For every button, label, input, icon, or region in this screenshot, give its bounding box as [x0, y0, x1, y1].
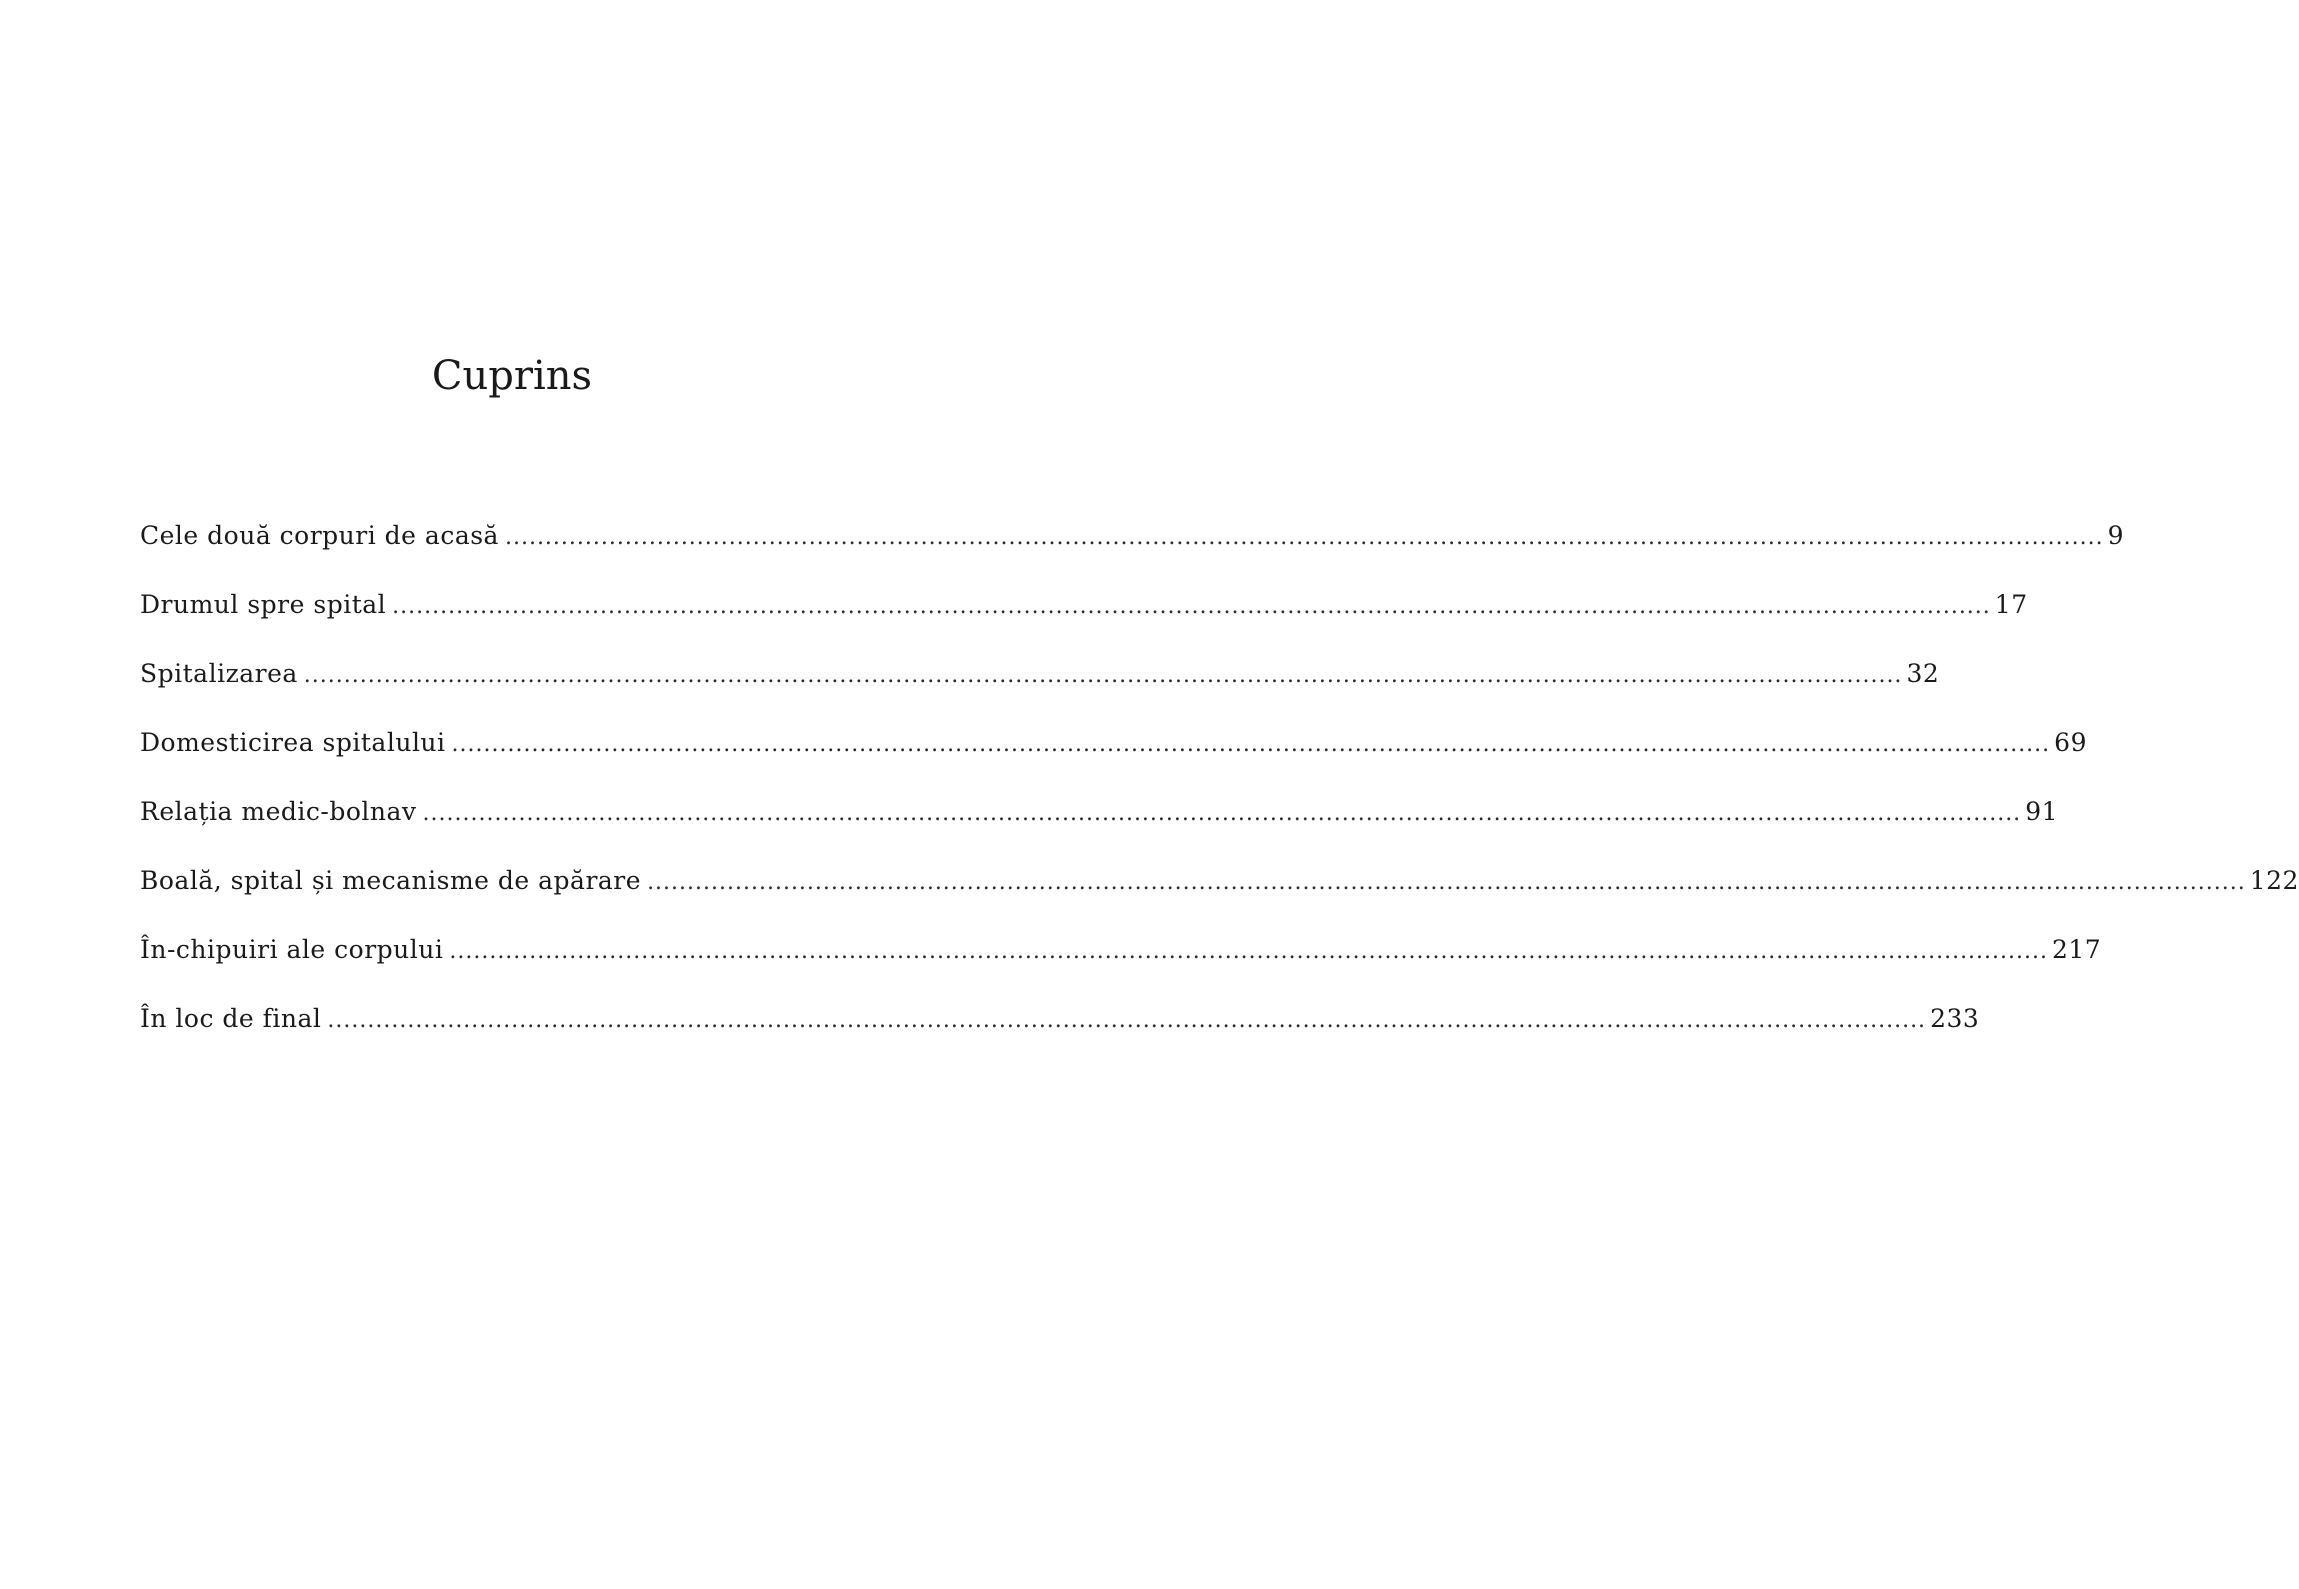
- toc-entry-page: 217: [2052, 935, 2102, 964]
- toc-entry-title: Relația medic-bolnav: [140, 797, 417, 826]
- toc-entry: [140, 585, 2028, 654]
- toc-entry: [140, 654, 1940, 723]
- toc-entry-page: 233: [1930, 1004, 1980, 1033]
- toc-entry-title: Drumul spre spital: [140, 590, 387, 619]
- toc-entry-title: Domesticirea spitalului: [140, 728, 446, 757]
- toc-entry-page: 69: [2054, 728, 2087, 757]
- toc-entry-title: În loc de final: [140, 1004, 322, 1033]
- toc-entry: [140, 999, 1980, 1068]
- toc-entry-page: 91: [2025, 797, 2058, 826]
- toc-leader-dots: ........................................................................................................................................................................................................: [504, 525, 2104, 550]
- toc-entry: [140, 861, 2299, 930]
- toc-leader-dots: ........................................................................................................................................................................................................: [451, 732, 2051, 757]
- toc-entry-page: 32: [1906, 659, 1940, 688]
- toc-entry-title: Cele două corpuri de acasă: [140, 521, 499, 550]
- toc-entry-page: 17: [1994, 590, 2028, 619]
- toc-leader-dots: ........................................................................................................................................................................................................: [647, 870, 2246, 895]
- toc-leader-dots: ........................................................................................................................................................................................................: [303, 663, 1903, 688]
- toc-entry-page: 122: [2249, 866, 2299, 895]
- toc-entry: [140, 792, 2058, 861]
- toc-leader-dots: ........................................................................................................................................................................................................: [392, 594, 1991, 619]
- toc-leader-dots: ........................................................................................................................................................................................................: [449, 939, 2048, 964]
- toc-leader-dots: ........................................................................................................................................................................................................: [327, 1008, 1927, 1033]
- toc-entry: [140, 723, 2087, 792]
- table-of-contents: [140, 516, 2299, 1068]
- toc-entry-title: Boală, spital și mecanisme de apărare: [140, 866, 642, 895]
- page-title: Cuprins: [431, 353, 593, 399]
- toc-leader-dots: ........................................................................................................................................................................................................: [422, 801, 2022, 826]
- toc-entry: [140, 930, 2102, 999]
- toc-entry-title: Spitalizarea: [140, 659, 298, 688]
- toc-entry: [140, 516, 2125, 585]
- toc-entry-page: 9: [2107, 521, 2125, 550]
- toc-entry-title: În-chipuiri ale corpului: [140, 935, 444, 964]
